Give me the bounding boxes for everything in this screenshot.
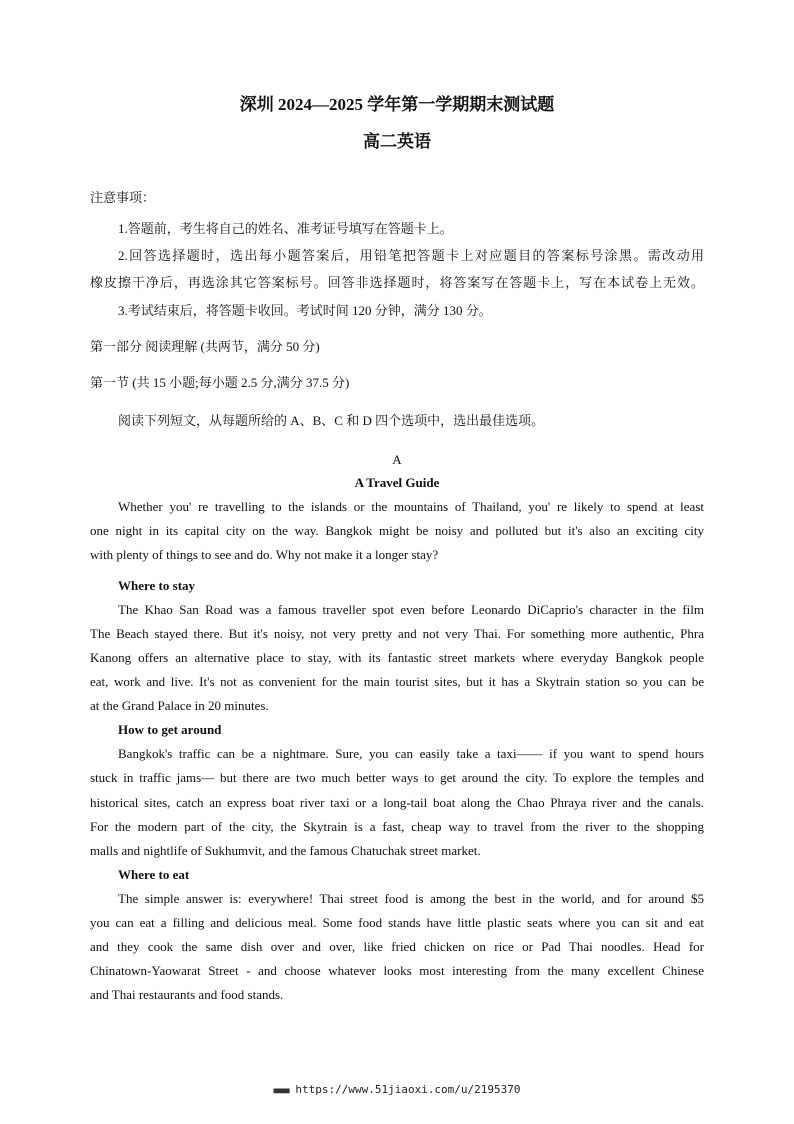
exam-subtitle: 高二英语 [363, 132, 431, 151]
eat-line-1: The simple answer is: everywhere! Thai street food is among the best in the world, and for around $5 [118, 891, 704, 906]
around-line-1: Bangkok's traffic can be a nightmare. Sure, you can easily take a taxi—— if you want to spend hours [118, 746, 704, 761]
stay-line-5: at the Grand Palace in 20 minutes. [90, 698, 269, 713]
intro-line-2: one night in its capital city on the way. Bangkok might be noisy and polluted but it's also an exciting city [90, 523, 704, 538]
note-item-2-line-1: 2.回答选择题时，选出每小题答案后，用铅笔把答题卡上对应题目的答案标号涂黑。需改动用 [118, 248, 704, 263]
part1-heading: 第一部分 阅读理解 (共两节，满分 50 分) [90, 339, 320, 354]
passage-title: A Travel Guide [354, 475, 440, 490]
intro-line-1: Whether you' re travelling to the islands or the mountains of Thailand, you' re likely to spend at least [118, 499, 704, 514]
reading-instruction: 阅读下列短文，从每题所给的 A、B、C 和 D 四个选项中，选出最佳选项。 [118, 413, 545, 428]
stay-line-2: The Beach stayed there. But it's noisy, not very pretty and not very Thai. For something more authentic, Phra [90, 626, 704, 641]
eat-line-3: and they cook the same dish over and over, like fried chicken on rice or Pad Thai noodles. Head for [90, 939, 704, 954]
stay-line-4: eat, work and live. It's not as convenient for the main tourist sites, but it has a Skytrain station so you can be [90, 674, 704, 689]
around-line-2: stuck in traffic jams— but there are two much better ways to get around the city. To explore the temples and [90, 770, 704, 785]
eat-line-2: you can eat a filling and delicious meal. Some food stands have little plastic seats where you can sit and eat [90, 915, 704, 930]
stay-line-1: The Khao San Road was a famous traveller spot even before Leonardo DiCaprio's character in the film [118, 602, 704, 617]
around-line-5: malls and nightlife of Sukhumvit, and the famous Chatuchak street market. [90, 843, 481, 858]
section1-heading: 第一节 (共 15 小题;每小题 2.5 分,满分 37.5 分) [90, 375, 350, 390]
eat-heading: Where to eat [118, 867, 190, 882]
note-item-3: 3.考试结束后，将答题卡收回。考试时间 120 分钟，满分 130 分。 [118, 303, 492, 318]
notes-heading: 注意事项： [90, 190, 156, 205]
eat-line-4: Chinatown-Yaowarat Street - and choose whatever looks most interesting from the many excellent Chinese [90, 963, 704, 978]
eat-line-5: and Thai restaurants and food stands. [90, 987, 284, 1002]
intro-line-3: with plenty of things to see and do. Why not make it a longer stay? [90, 547, 439, 562]
passage-letter: A [392, 452, 402, 467]
footer [0, 1083, 794, 1098]
note-item-2-line-2: 橡皮擦干净后，再选涂其它答案标号。回答非选择题时，将答案写在答题卡上，写在本试卷上无效。 [90, 275, 704, 290]
note-item-1: 1.答题前，考生将自己的姓名、准考证号填写在答题卡上。 [118, 221, 453, 236]
footer-prefix: ■■■■ [273, 1086, 289, 1095]
footer-url-link[interactable]: https://www.51jiaoxi.com/u/2195370 [295, 1083, 521, 1096]
around-heading: How to get around [118, 722, 222, 737]
stay-heading: Where to stay [118, 578, 196, 593]
around-line-4: For the modern part of the city, the Skytrain is a fast, cheap way to travel from the river to the shopping [90, 819, 704, 834]
stay-line-3: Kanong offers an alternative place to stay, with its fantastic street markets where everyday Bangkok people [90, 650, 704, 665]
around-line-3: historical sites, catch an express boat river taxi or a long-tail boat along the Chao Phraya river and the canals. [90, 795, 704, 810]
exam-title: 深圳 2024—2025 学年第一学期期末测试题 [239, 95, 555, 114]
